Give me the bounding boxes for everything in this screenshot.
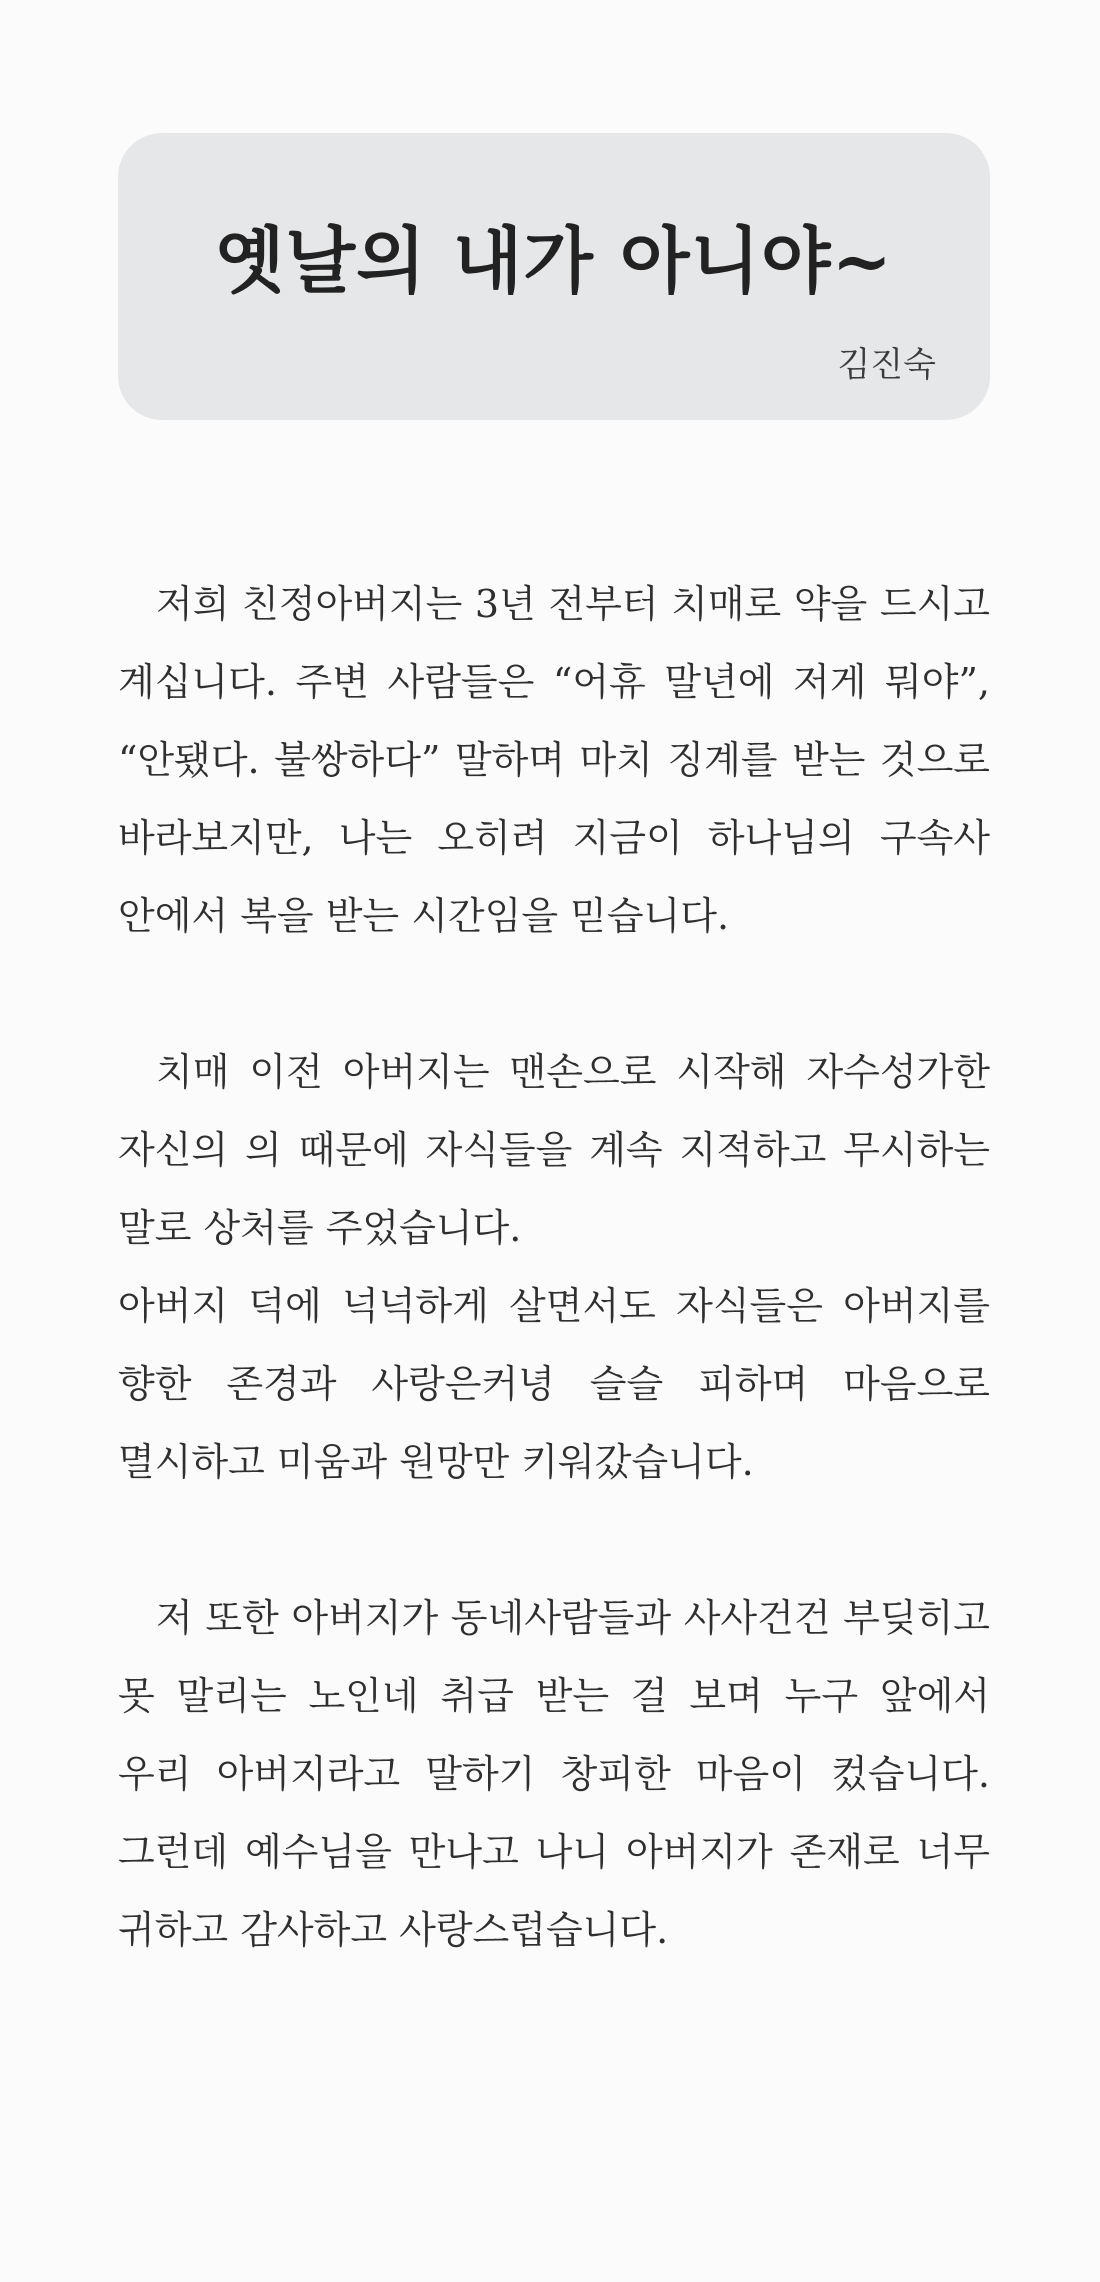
paragraph-4: 저 또한 아버지가 동네사람들과 사사건건 부딪히고 못 말리는 노인네 취급 받는 걸 보며 누구 앞에서 우리 아버지라고 말하기 창피한 마음이 컸습니다. 그런데 예수님을 만나고 나니 아버지가 존재로 너무 귀하고 감사하고 사랑스럽습니다. [118,1596,990,1952]
title-card [118,133,990,420]
author-name: 김진숙 [837,345,936,385]
paragraph-3: 아버지 덕에 넉넉하게 살면서도 자식들은 아버지를 향한 존경과 사랑은커녕 슬슬 피하며 마음으로 멸시하고 미움과 원망만 키워갔습니다. [118,1284,990,1484]
paragraph-1: 저희 친정아버지는 3년 전부터 치매로 약을 드시고 계십니다. 주변 사람들은 “어휴 말년에 저게 뭐야”, “안됐다. 불쌍하다” 말하며 마치 징계를 받는 것으로 바라보지만, 나는 오히려 지금이 하나님의 구속사 안에서 복을 받는 시간임을 믿습니다. [118,582,990,938]
paragraph-spacer [118,955,990,1033]
article-body [118,565,990,1969]
page-title: 옛날의 내가 아니야~ [215,218,893,303]
paragraph-2: 치매 이전 아버지는 맨손으로 시작해 자수성가한 자신의 의 때문에 자식들을 계속 지적하고 무시하는 말로 상처를 주었습니다. [118,1050,990,1250]
paragraph-spacer [118,1501,990,1579]
